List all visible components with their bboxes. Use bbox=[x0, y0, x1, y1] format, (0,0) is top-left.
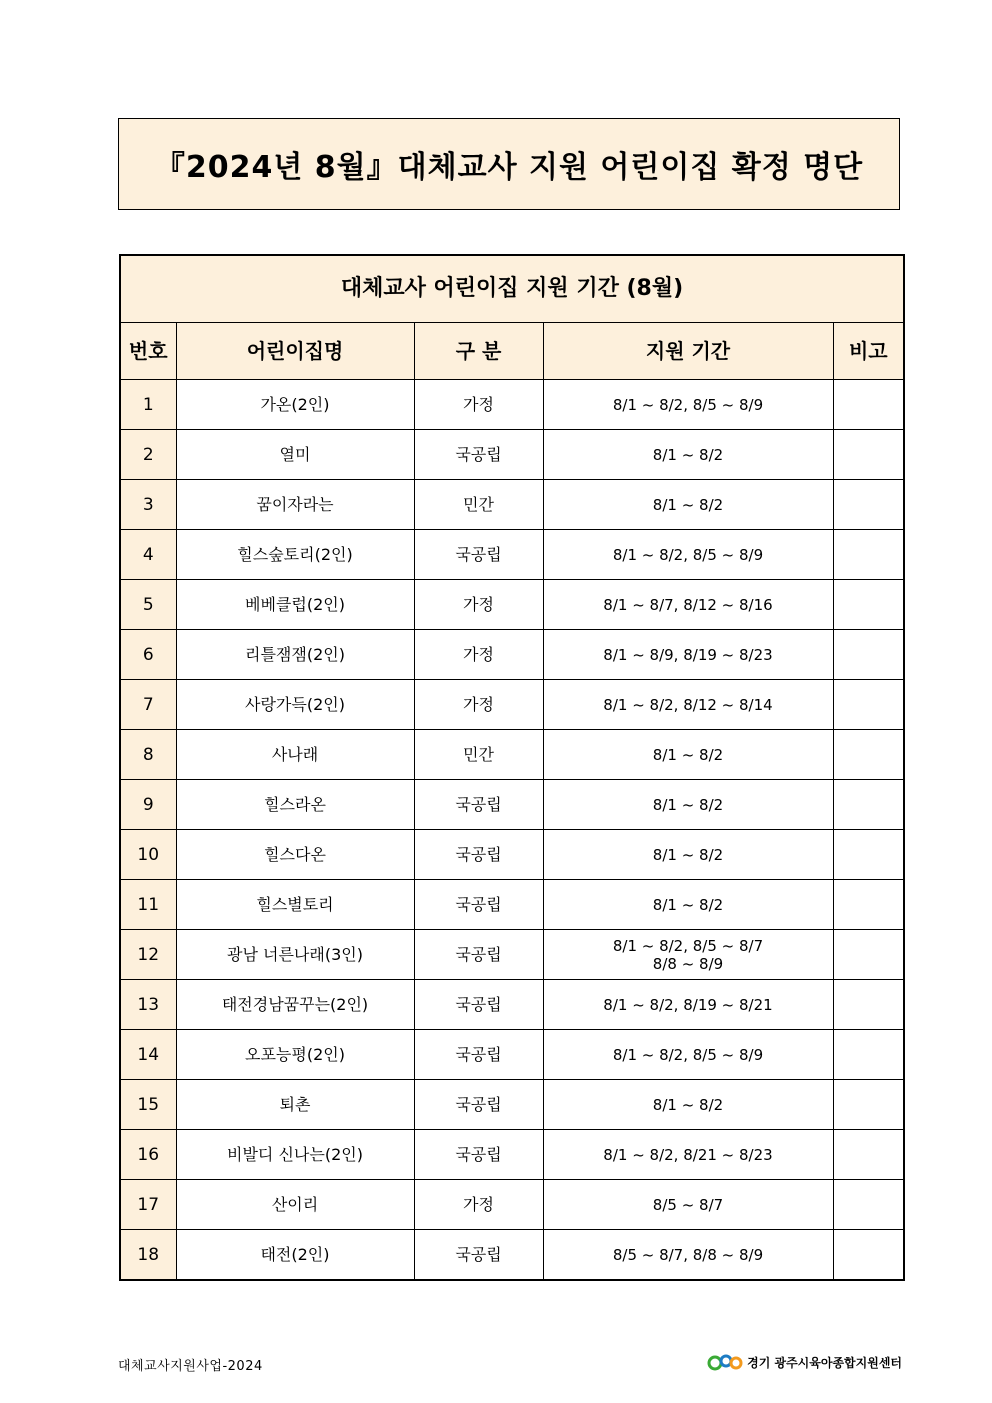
cell-note bbox=[833, 1030, 904, 1080]
cell-note bbox=[833, 680, 904, 730]
cell-type: 국공립 bbox=[414, 930, 543, 980]
cell-period: 8/1 ~ 8/2, 8/12 ~ 8/14 bbox=[543, 680, 833, 730]
cell-no: 5 bbox=[120, 580, 176, 630]
header-name: 어린이집명 bbox=[176, 323, 414, 380]
table-row bbox=[120, 930, 904, 980]
cell-period: 8/1 ~ 8/2 bbox=[543, 1080, 833, 1130]
cell-note bbox=[833, 830, 904, 880]
cell-no: 11 bbox=[120, 880, 176, 930]
cell-period bbox=[543, 930, 833, 980]
cell-type: 국공립 bbox=[414, 980, 543, 1030]
table-row bbox=[120, 1230, 904, 1281]
cell-period: 8/1 ~ 8/2 bbox=[543, 480, 833, 530]
table-row bbox=[120, 730, 904, 780]
cell-note bbox=[833, 1180, 904, 1230]
cell-period: 8/1 ~ 8/2, 8/19 ~ 8/21 bbox=[543, 980, 833, 1030]
cell-no: 8 bbox=[120, 730, 176, 780]
cell-note bbox=[833, 980, 904, 1030]
cell-note bbox=[833, 1130, 904, 1180]
table-row bbox=[120, 480, 904, 530]
cell-no: 18 bbox=[120, 1230, 176, 1281]
footer-organization bbox=[707, 1352, 902, 1372]
table-row bbox=[120, 830, 904, 880]
cell-note bbox=[833, 780, 904, 830]
header-note: 비고 bbox=[833, 323, 904, 380]
cell-no: 6 bbox=[120, 630, 176, 680]
cell-no: 1 bbox=[120, 380, 176, 430]
cell-daycare-name: 꿈이자라는 bbox=[176, 480, 414, 530]
cell-note bbox=[833, 580, 904, 630]
cell-period: 8/5 ~ 8/7, 8/8 ~ 8/9 bbox=[543, 1230, 833, 1281]
table-row bbox=[120, 1180, 904, 1230]
cell-note bbox=[833, 430, 904, 480]
table-row bbox=[120, 530, 904, 580]
cell-daycare-name: 힐스숲토리(2인) bbox=[176, 530, 414, 580]
cell-no: 17 bbox=[120, 1180, 176, 1230]
cell-period: 8/1 ~ 8/9, 8/19 ~ 8/23 bbox=[543, 630, 833, 680]
table-row bbox=[120, 680, 904, 730]
cell-type: 가정 bbox=[414, 630, 543, 680]
cell-type: 국공립 bbox=[414, 880, 543, 930]
center-logo-icon bbox=[707, 1352, 743, 1372]
cell-no: 10 bbox=[120, 830, 176, 880]
cell-period: 8/1 ~ 8/2 bbox=[543, 780, 833, 830]
cell-daycare-name: 산이리 bbox=[176, 1180, 414, 1230]
table-caption-row bbox=[120, 255, 904, 323]
table-row bbox=[120, 780, 904, 830]
cell-type: 가정 bbox=[414, 680, 543, 730]
cell-type: 가정 bbox=[414, 1180, 543, 1230]
cell-type: 국공립 bbox=[414, 1230, 543, 1281]
table-row bbox=[120, 580, 904, 630]
cell-period: 8/1 ~ 8/2, 8/21 ~ 8/23 bbox=[543, 1130, 833, 1180]
cell-period-line: 8/1 ~ 8/2, 8/5 ~ 8/7 bbox=[612, 936, 764, 955]
cell-type: 국공립 bbox=[414, 780, 543, 830]
header-no: 번호 bbox=[120, 323, 176, 380]
cell-type: 국공립 bbox=[414, 430, 543, 480]
support-roster-table bbox=[119, 254, 905, 1281]
header-type: 구 분 bbox=[414, 323, 543, 380]
cell-daycare-name: 비발디 신나는(2인) bbox=[176, 1130, 414, 1180]
cell-no: 2 bbox=[120, 430, 176, 480]
table-row bbox=[120, 630, 904, 680]
cell-period: 8/1 ~ 8/2, 8/5 ~ 8/9 bbox=[543, 530, 833, 580]
table-row bbox=[120, 1130, 904, 1180]
cell-period: 8/5 ~ 8/7 bbox=[543, 1180, 833, 1230]
cell-daycare-name: 리틀잼잼(2인) bbox=[176, 630, 414, 680]
cell-period: 8/1 ~ 8/2 bbox=[543, 880, 833, 930]
table-caption: 대체교사 어린이집 지원 기간 (8월) bbox=[120, 255, 904, 323]
cell-daycare-name: 베베클럽(2인) bbox=[176, 580, 414, 630]
cell-daycare-name: 광남 너른나래(3인) bbox=[176, 930, 414, 980]
cell-period: 8/1 ~ 8/2, 8/5 ~ 8/9 bbox=[543, 380, 833, 430]
cell-daycare-name: 사랑가득(2인) bbox=[176, 680, 414, 730]
cell-note bbox=[833, 480, 904, 530]
cell-no: 9 bbox=[120, 780, 176, 830]
cell-type: 국공립 bbox=[414, 1030, 543, 1080]
footer-program-label: 대체교사지원사업-2024 bbox=[118, 1359, 263, 1374]
cell-period: 8/1 ~ 8/2, 8/5 ~ 8/9 bbox=[543, 1030, 833, 1080]
cell-note bbox=[833, 1230, 904, 1281]
cell-type: 국공립 bbox=[414, 530, 543, 580]
table-row bbox=[120, 880, 904, 930]
cell-note bbox=[833, 630, 904, 680]
cell-no: 13 bbox=[120, 980, 176, 1030]
cell-note bbox=[833, 730, 904, 780]
cell-period-line: 8/8 ~ 8/9 bbox=[652, 954, 724, 973]
cell-type: 가정 bbox=[414, 380, 543, 430]
cell-type: 가정 bbox=[414, 580, 543, 630]
cell-note bbox=[833, 880, 904, 930]
cell-period: 8/1 ~ 8/2 bbox=[543, 430, 833, 480]
table-row bbox=[120, 980, 904, 1030]
cell-period: 8/1 ~ 8/2 bbox=[543, 830, 833, 880]
cell-daycare-name: 태전(2인) bbox=[176, 1230, 414, 1281]
table-header-row bbox=[120, 323, 904, 380]
cell-type: 국공립 bbox=[414, 830, 543, 880]
header-period: 지원 기간 bbox=[543, 323, 833, 380]
cell-period: 8/1 ~ 8/7, 8/12 ~ 8/16 bbox=[543, 580, 833, 630]
cell-no: 7 bbox=[120, 680, 176, 730]
cell-daycare-name: 힐스라온 bbox=[176, 780, 414, 830]
cell-no: 12 bbox=[120, 930, 176, 980]
cell-no: 16 bbox=[120, 1130, 176, 1180]
cell-no: 14 bbox=[120, 1030, 176, 1080]
cell-daycare-name: 퇴촌 bbox=[176, 1080, 414, 1130]
table-row bbox=[120, 1080, 904, 1130]
cell-type: 민간 bbox=[414, 480, 543, 530]
cell-period: 8/1 ~ 8/2 bbox=[543, 730, 833, 780]
cell-no: 3 bbox=[120, 480, 176, 530]
cell-no: 15 bbox=[120, 1080, 176, 1130]
cell-no: 4 bbox=[120, 530, 176, 580]
table-row bbox=[120, 430, 904, 480]
cell-type: 국공립 bbox=[414, 1080, 543, 1130]
cell-daycare-name: 태전경남꿈꾸는(2인) bbox=[176, 980, 414, 1030]
cell-note bbox=[833, 380, 904, 430]
table-row bbox=[120, 380, 904, 430]
cell-daycare-name: 힐스별토리 bbox=[176, 880, 414, 930]
cell-daycare-name: 오포능평(2인) bbox=[176, 1030, 414, 1080]
cell-note bbox=[833, 1080, 904, 1130]
cell-daycare-name: 힐스다온 bbox=[176, 830, 414, 880]
cell-daycare-name: 사나래 bbox=[176, 730, 414, 780]
cell-note bbox=[833, 530, 904, 580]
cell-type: 국공립 bbox=[414, 1130, 543, 1180]
document-title: 『2024년 8월』대체교사 지원 어린이집 확정 명단 bbox=[118, 118, 900, 210]
cell-daycare-name: 가온(2인) bbox=[176, 380, 414, 430]
cell-type: 민간 bbox=[414, 730, 543, 780]
footer-organization-name: 경기 광주시육아종합지원센터 bbox=[747, 1355, 902, 1370]
cell-note bbox=[833, 930, 904, 980]
table-row bbox=[120, 1030, 904, 1080]
cell-daycare-name: 열미 bbox=[176, 430, 414, 480]
